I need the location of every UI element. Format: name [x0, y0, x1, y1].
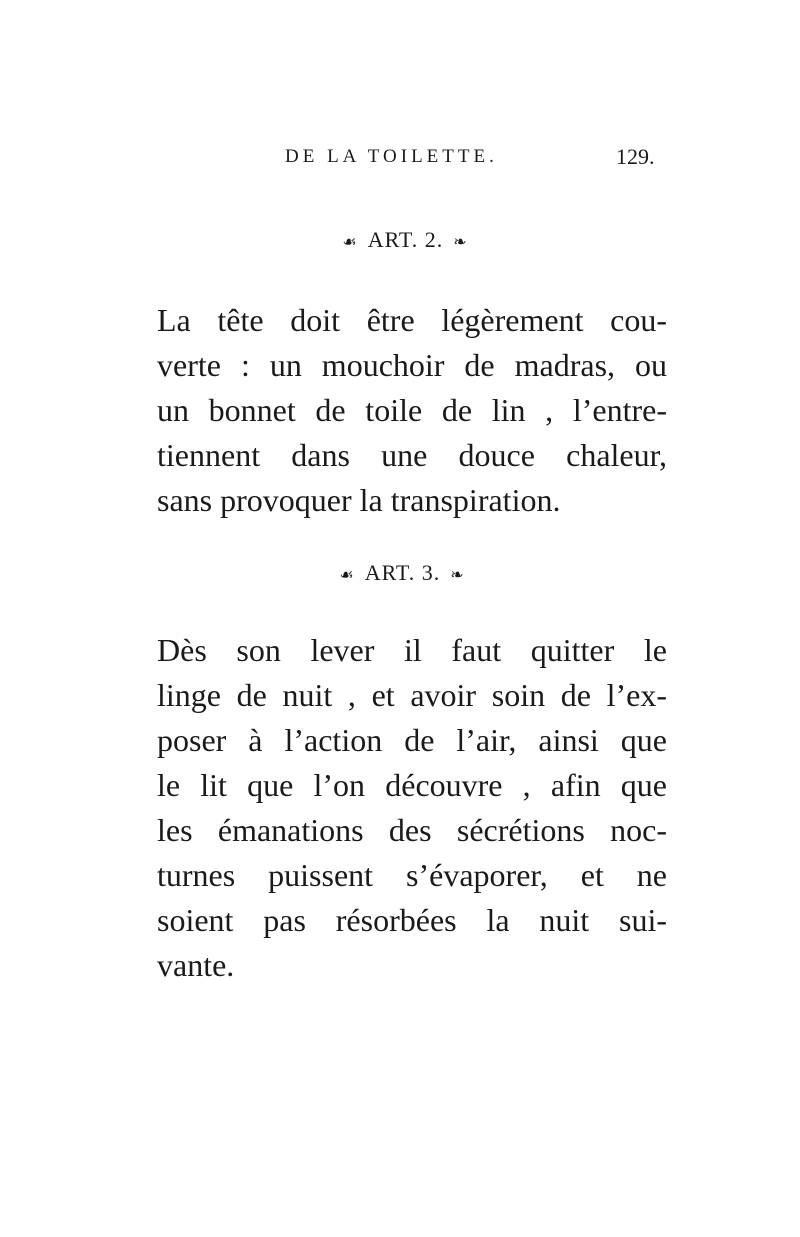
- text-line: turnes puissent s’évaporer, et ne: [157, 857, 667, 893]
- text-line: sans provoquer la transpiration.: [157, 482, 561, 518]
- page-number: 129.: [616, 144, 655, 169]
- ornament-left-icon: ☙: [339, 566, 355, 584]
- text-line: les émanations des sécrétions noc-: [157, 812, 667, 848]
- text-line: vante.: [157, 947, 235, 983]
- ornament-right-icon: ❧: [453, 233, 468, 251]
- article-heading-3: [2, 560, 800, 586]
- ornament-right-icon: ❧: [450, 566, 465, 584]
- text-line: La tête doit être légèrement cou-: [157, 302, 667, 338]
- text-line: Dès son lever il faut quitter le: [157, 632, 667, 668]
- article-3-paragraph: [157, 628, 667, 988]
- text-line: poser à l’action de l’air, ainsi que: [157, 722, 667, 758]
- article-heading-2: [5, 227, 800, 253]
- text-line: tiennent dans une douce chaleur,: [157, 437, 667, 473]
- text-line: verte : un mouchoir de madras, ou: [157, 347, 667, 383]
- text-line: un bonnet de toile de lin , l’entre-: [157, 392, 667, 428]
- article-2-paragraph: [157, 298, 667, 523]
- article-heading-label: ART. 3.: [364, 560, 441, 585]
- text-line: soient pas résorbées la nuit sui-: [157, 902, 667, 938]
- running-title: DE LA TOILETTE.: [285, 146, 498, 167]
- ornament-left-icon: ☙: [342, 233, 358, 251]
- article-heading-label: ART. 2.: [367, 227, 444, 252]
- text-line: le lit que l’on découvre , afin que: [157, 767, 667, 803]
- text-line: linge de nuit , et avoir soin de l’ex-: [157, 677, 667, 713]
